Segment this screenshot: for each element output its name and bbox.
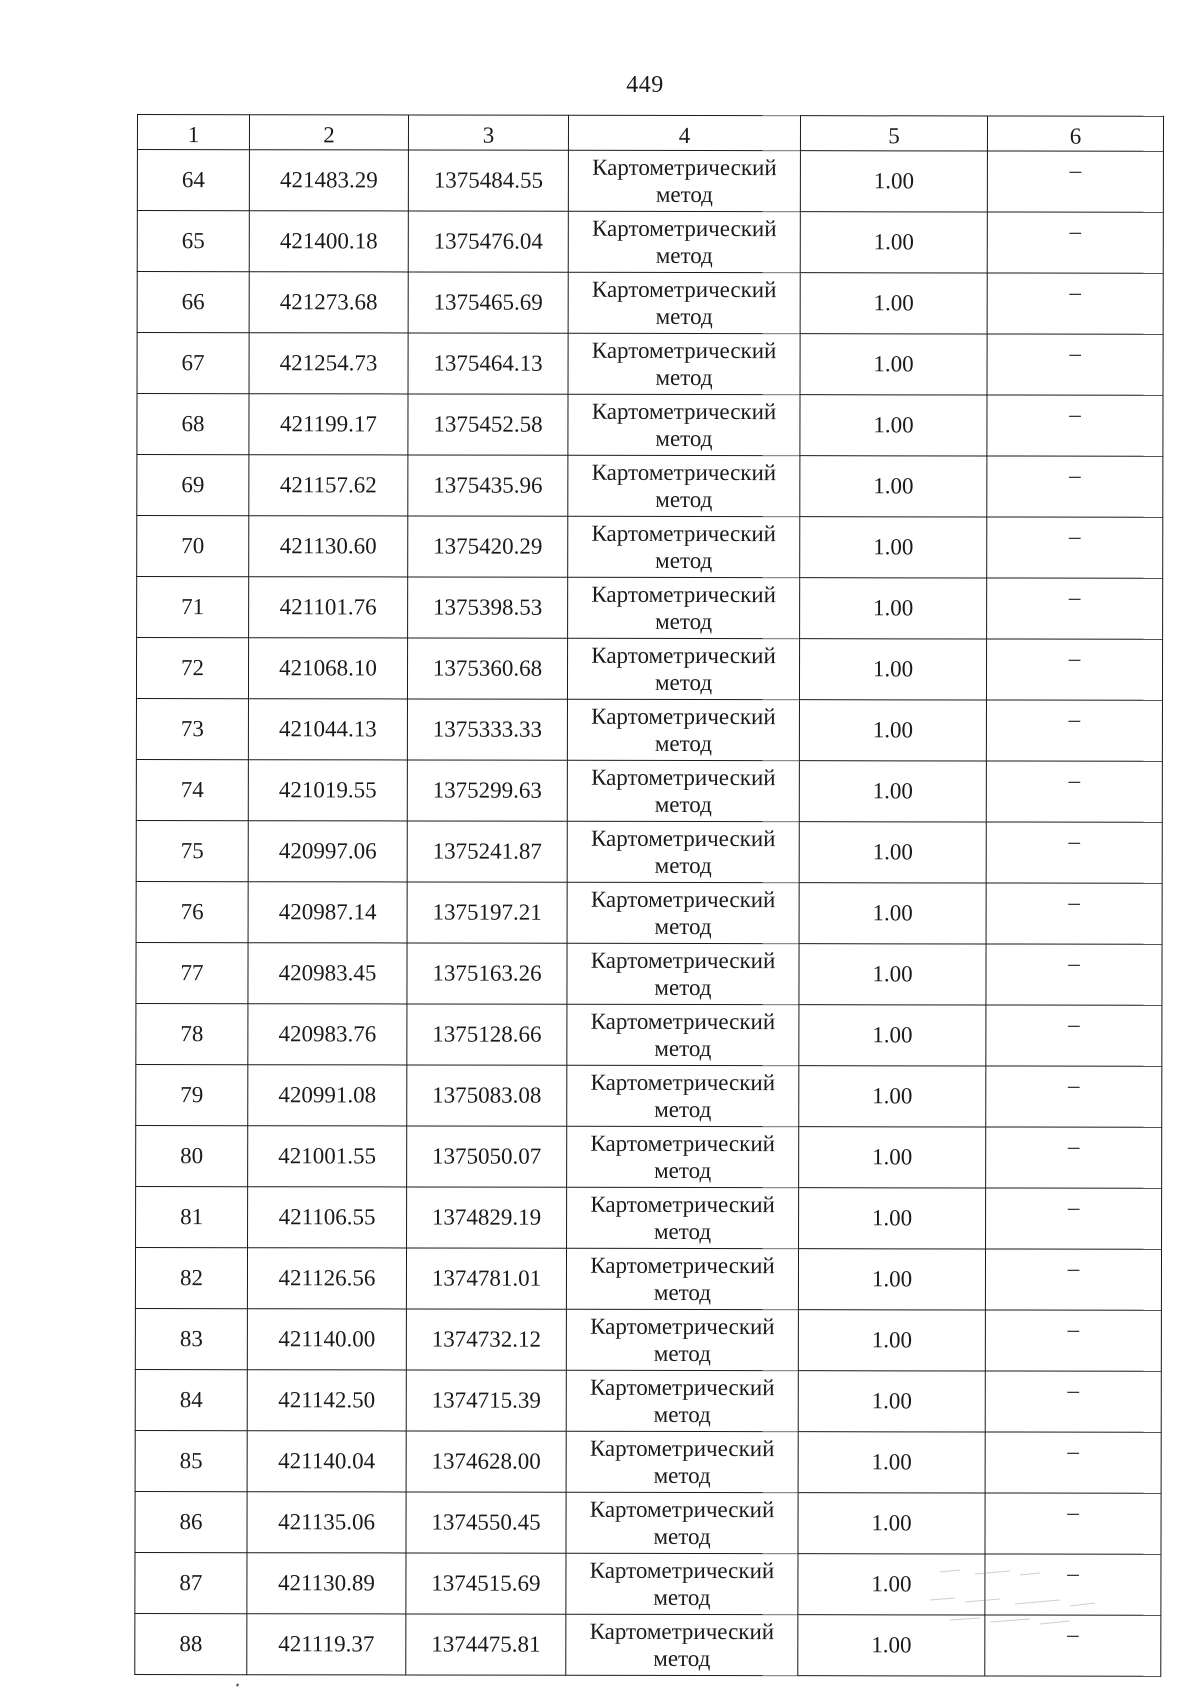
x-coordinate-cell: 421135.06 — [247, 1492, 406, 1553]
table-row — [136, 1186, 1162, 1249]
y-coordinate-cell: 1375050.07 — [407, 1126, 567, 1187]
method-cell: Картометрический метод — [566, 1492, 798, 1553]
x-coordinate-cell: 421157.62 — [249, 455, 408, 516]
accuracy-cell: 1.00 — [799, 1066, 986, 1127]
table-row — [137, 333, 1163, 396]
accuracy-cell: 1.00 — [798, 1432, 985, 1493]
y-coordinate-cell: 1374829.19 — [407, 1187, 567, 1248]
table-row — [137, 272, 1163, 335]
y-coordinate-cell: 1375299.63 — [407, 760, 567, 821]
y-coordinate-cell: 1375360.68 — [407, 638, 567, 699]
y-coordinate-cell: 1375398.53 — [408, 577, 568, 638]
note-cell: – — [987, 334, 1163, 395]
x-coordinate-cell: 421273.68 — [249, 272, 408, 333]
x-coordinate-cell: 421001.55 — [248, 1126, 407, 1187]
accuracy-cell: 1.00 — [799, 1127, 986, 1188]
table-row — [137, 150, 1163, 213]
table-row — [136, 820, 1162, 883]
method-cell: Картометрический метод — [568, 394, 800, 455]
accuracy-cell: 1.00 — [800, 395, 987, 456]
table-row — [136, 638, 1162, 701]
accuracy-cell: 1.00 — [798, 1615, 985, 1676]
table-header-row — [137, 115, 1163, 152]
accuracy-cell: 1.00 — [798, 1310, 985, 1371]
method-cell: Картометрический метод — [567, 1065, 799, 1126]
y-coordinate-cell: 1375128.66 — [407, 1004, 567, 1065]
accuracy-cell: 1.00 — [799, 1188, 986, 1249]
accuracy-cell: 1.00 — [800, 212, 987, 273]
note-cell: – — [987, 456, 1163, 517]
point-number-cell: 77 — [136, 942, 248, 1003]
table-row — [136, 1125, 1162, 1188]
point-number-cell: 73 — [136, 699, 248, 760]
x-coordinate-cell: 421130.60 — [249, 516, 408, 577]
note-cell: – — [986, 639, 1162, 700]
point-number-cell: 88 — [135, 1613, 247, 1674]
accuracy-cell: 1.00 — [799, 822, 986, 883]
note-cell: – — [986, 1188, 1162, 1249]
method-cell: Картометрический метод — [567, 760, 799, 821]
point-number-cell: 83 — [135, 1308, 247, 1369]
note-cell: – — [985, 1371, 1161, 1432]
x-coordinate-cell: 421140.00 — [247, 1309, 406, 1370]
y-coordinate-cell: 1374550.45 — [406, 1492, 566, 1553]
x-coordinate-cell: 421068.10 — [248, 638, 407, 699]
point-number-cell: 75 — [136, 820, 248, 881]
note-cell: – — [985, 1554, 1161, 1615]
page-number: 449 — [626, 72, 664, 98]
table-row — [135, 1491, 1161, 1554]
method-cell: Картометрический метод — [568, 211, 800, 272]
method-cell: Картометрический метод — [566, 1309, 798, 1370]
point-number-cell: 76 — [136, 881, 248, 942]
table-row — [135, 1369, 1161, 1432]
point-number-cell: 84 — [135, 1369, 247, 1430]
x-coordinate-cell: 421126.56 — [247, 1248, 406, 1309]
point-number-cell: 71 — [137, 577, 249, 638]
table-row — [137, 516, 1163, 579]
x-coordinate-cell: 420991.08 — [248, 1065, 407, 1126]
method-cell: Картометрический метод — [566, 1370, 798, 1431]
accuracy-cell: 1.00 — [799, 639, 986, 700]
method-cell: Картометрический метод — [568, 272, 800, 333]
accuracy-cell: 1.00 — [800, 151, 987, 212]
note-cell: – — [986, 1127, 1162, 1188]
table-row — [136, 1003, 1162, 1066]
note-cell: – — [986, 944, 1162, 1005]
point-number-cell: 78 — [136, 1003, 248, 1064]
point-number-cell: 64 — [137, 150, 249, 211]
note-cell: – — [986, 1066, 1162, 1127]
x-coordinate-cell: 420983.76 — [248, 1004, 407, 1065]
table-row — [136, 759, 1162, 822]
method-cell: Картометрический метод — [567, 699, 799, 760]
accuracy-cell: 1.00 — [798, 1493, 985, 1554]
accuracy-cell: 1.00 — [798, 1554, 985, 1615]
note-cell: – — [985, 1432, 1161, 1493]
method-cell: Картометрический метод — [567, 1004, 799, 1065]
method-cell: Картометрический метод — [566, 1248, 798, 1309]
accuracy-cell: 1.00 — [800, 517, 987, 578]
accuracy-cell: 1.00 — [799, 700, 986, 761]
table-row — [136, 942, 1162, 1005]
point-number-cell: 80 — [136, 1125, 248, 1186]
faint-stamp-smudge — [920, 1560, 1130, 1640]
point-number-cell: 85 — [135, 1430, 247, 1491]
y-coordinate-cell: 1374781.01 — [406, 1248, 566, 1309]
note-cell: – — [986, 883, 1162, 944]
method-cell: Картометрический метод — [566, 1553, 798, 1614]
note-cell: – — [986, 1005, 1162, 1066]
method-cell: Картометрический метод — [568, 516, 800, 577]
table-row — [137, 577, 1163, 640]
point-number-cell: 70 — [137, 516, 249, 577]
accuracy-cell: 1.00 — [799, 761, 986, 822]
y-coordinate-cell: 1375476.04 — [408, 211, 568, 272]
note-cell: – — [987, 151, 1163, 212]
point-number-cell: 82 — [135, 1247, 247, 1308]
y-coordinate-cell: 1374732.12 — [406, 1309, 566, 1370]
x-coordinate-cell: 421106.55 — [248, 1187, 407, 1248]
point-number-cell: 79 — [136, 1064, 248, 1125]
note-cell: – — [986, 700, 1162, 761]
accuracy-cell: 1.00 — [799, 1005, 986, 1066]
point-number-cell: 66 — [137, 272, 249, 333]
point-number-cell: 86 — [135, 1491, 247, 1552]
y-coordinate-cell: 1375435.96 — [408, 455, 568, 516]
x-coordinate-cell: 420997.06 — [248, 821, 407, 882]
point-number-cell: 65 — [137, 211, 249, 272]
note-cell: – — [985, 1310, 1161, 1371]
x-coordinate-cell: 421483.29 — [249, 150, 408, 211]
method-cell: Картометрический метод — [567, 1126, 799, 1187]
method-cell: Картометрический метод — [567, 821, 799, 882]
x-coordinate-cell: 421140.04 — [247, 1431, 406, 1492]
table-row — [135, 1430, 1161, 1493]
column-header: 6 — [987, 116, 1163, 151]
note-cell: – — [987, 578, 1163, 639]
y-coordinate-cell: 1375241.87 — [407, 821, 567, 882]
point-number-cell: 87 — [135, 1552, 247, 1613]
column-header: 4 — [568, 115, 800, 150]
method-cell: Картометрический метод — [568, 150, 800, 211]
y-coordinate-cell: 1375464.13 — [408, 333, 568, 394]
column-header: 1 — [137, 115, 249, 150]
point-number-cell: 67 — [137, 333, 249, 394]
column-header: 3 — [408, 115, 568, 150]
y-coordinate-cell: 1375420.29 — [408, 516, 568, 577]
accuracy-cell: 1.00 — [800, 334, 987, 395]
y-coordinate-cell: 1375333.33 — [407, 699, 567, 760]
method-cell: Картометрический метод — [568, 455, 800, 516]
table-body — [135, 150, 1164, 1677]
scan-artifact — [236, 1683, 239, 1687]
table-row — [135, 1247, 1161, 1310]
method-cell: Картометрический метод — [567, 1187, 799, 1248]
x-coordinate-cell: 421019.55 — [248, 760, 407, 821]
x-coordinate-cell: 421130.89 — [247, 1553, 406, 1614]
point-number-cell: 81 — [136, 1186, 248, 1247]
x-coordinate-cell: 421101.76 — [249, 577, 408, 638]
table-row — [136, 699, 1162, 762]
note-cell: – — [987, 517, 1163, 578]
method-cell: Картометрический метод — [567, 638, 799, 699]
x-coordinate-cell: 420983.45 — [248, 943, 407, 1004]
point-number-cell: 69 — [137, 455, 249, 516]
table-row — [137, 455, 1163, 518]
accuracy-cell: 1.00 — [798, 1249, 985, 1310]
point-number-cell: 68 — [137, 394, 249, 455]
y-coordinate-cell: 1375452.58 — [408, 394, 568, 455]
table-row — [136, 881, 1162, 944]
x-coordinate-cell: 421400.18 — [249, 211, 408, 272]
point-number-cell: 72 — [136, 638, 248, 699]
accuracy-cell: 1.00 — [800, 578, 987, 639]
accuracy-cell: 1.00 — [800, 456, 987, 517]
note-cell: – — [985, 1615, 1161, 1676]
accuracy-cell: 1.00 — [799, 883, 986, 944]
x-coordinate-cell: 421199.17 — [249, 394, 408, 455]
note-cell: – — [987, 212, 1163, 273]
method-cell: Картометрический метод — [566, 1614, 798, 1675]
method-cell: Картометрический метод — [567, 943, 799, 1004]
table-row — [136, 1064, 1162, 1127]
x-coordinate-cell: 421142.50 — [247, 1370, 406, 1431]
y-coordinate-cell: 1374515.69 — [406, 1553, 566, 1614]
x-coordinate-cell: 421254.73 — [249, 333, 408, 394]
method-cell: Картометрический метод — [568, 333, 800, 394]
note-cell: – — [985, 1249, 1161, 1310]
column-header: 2 — [249, 115, 408, 150]
coordinates-table — [134, 114, 1164, 1677]
point-number-cell: 74 — [136, 759, 248, 820]
method-cell: Картометрический метод — [566, 1431, 798, 1492]
x-coordinate-cell: 421119.37 — [247, 1614, 406, 1675]
note-cell: – — [986, 822, 1162, 883]
table-row — [137, 211, 1163, 274]
y-coordinate-cell: 1375197.21 — [407, 882, 567, 943]
accuracy-cell: 1.00 — [799, 944, 986, 1005]
note-cell: – — [987, 395, 1163, 456]
accuracy-cell: 1.00 — [800, 273, 987, 334]
y-coordinate-cell: 1375163.26 — [407, 943, 567, 1004]
y-coordinate-cell: 1375484.55 — [408, 150, 568, 211]
y-coordinate-cell: 1374715.39 — [406, 1370, 566, 1431]
y-coordinate-cell: 1374628.00 — [406, 1431, 566, 1492]
note-cell: – — [985, 1493, 1161, 1554]
note-cell: – — [986, 761, 1162, 822]
y-coordinate-cell: 1375083.08 — [407, 1065, 567, 1126]
method-cell: Картометрический метод — [568, 577, 800, 638]
note-cell: – — [987, 273, 1163, 334]
x-coordinate-cell: 420987.14 — [248, 882, 407, 943]
column-header: 5 — [800, 116, 987, 151]
y-coordinate-cell: 1374475.81 — [406, 1614, 566, 1675]
accuracy-cell: 1.00 — [798, 1371, 985, 1432]
x-coordinate-cell: 421044.13 — [248, 699, 407, 760]
y-coordinate-cell: 1375465.69 — [408, 272, 568, 333]
method-cell: Картометрический метод — [567, 882, 799, 943]
table-row — [135, 1308, 1161, 1371]
table-row — [137, 394, 1163, 457]
